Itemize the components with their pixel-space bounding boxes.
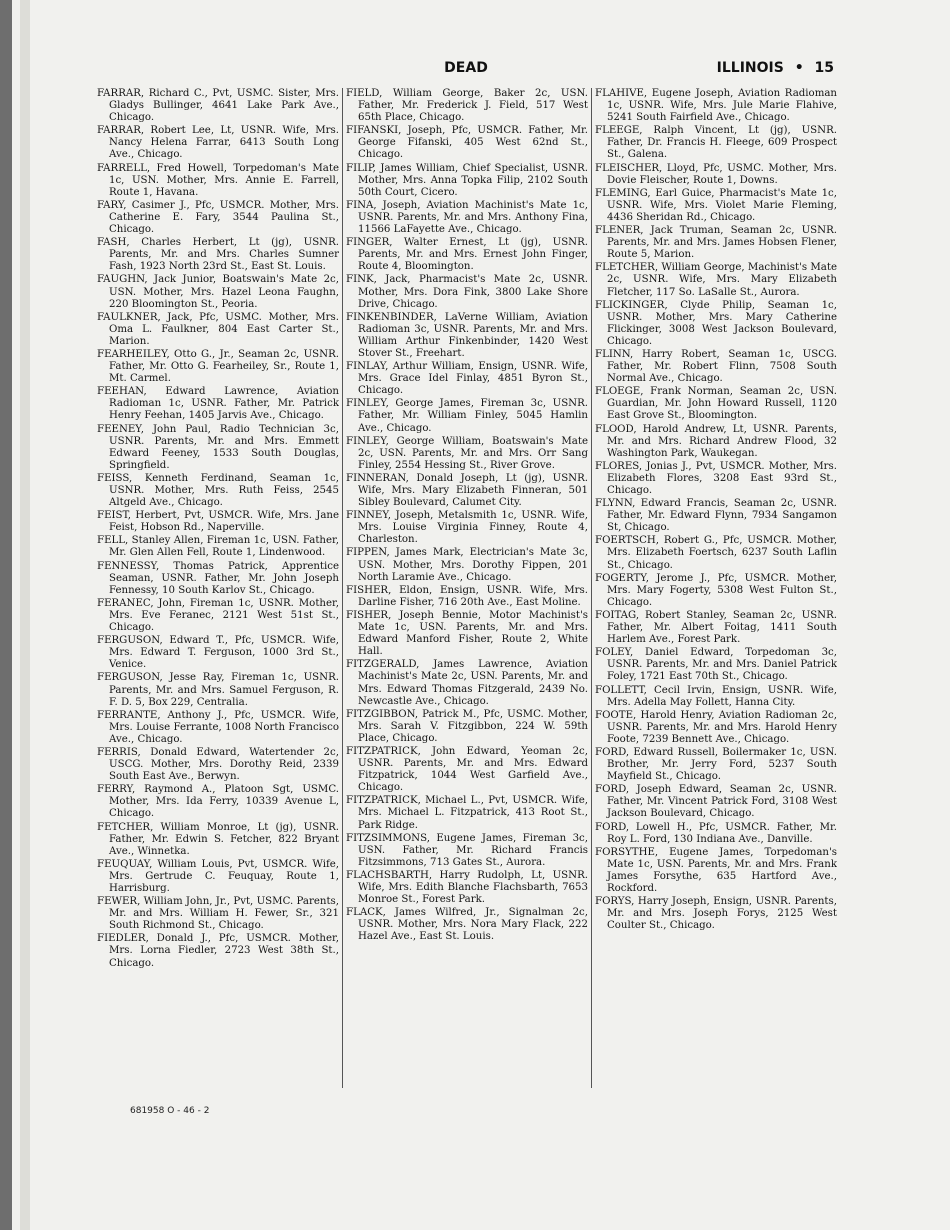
casualty-entry: FITZPATRICK, Michael L., Pvt, USMCR. Wife, Mrs. Michael L. Fitzpatrick, 413 Root St., Park Ridge. xyxy=(346,795,588,831)
casualty-entry: FINK, Jack, Pharmacist's Mate 2c, USNR. Mother, Mrs. Dora Fink, 3800 Lake Shore Drive, Chicago. xyxy=(346,274,588,310)
casualty-entry: FENNESSY, Thomas Patrick, Apprentice Seaman, USNR. Father, Mr. John Joseph Fennessy, 10 South Karlov St., Chicago. xyxy=(97,560,339,596)
casualty-entry: FIFANSKI, Joseph, Pfc, USMCR. Father, Mr. George Fifanski, 405 West 62nd St., Chicago. xyxy=(346,125,588,161)
casualty-entry: FLACK, James Wilfred, Jr., Signalman 2c, USNR. Mother, Mrs. Nora Mary Flack, 222 Hazel Ave., East St. Louis. xyxy=(346,907,588,943)
column-divider xyxy=(342,88,343,1088)
casualty-entry: FISHER, Joseph Bennie, Motor Machinist's Mate 1c, USN. Parents, Mr. and Mrs. Edward Manford Fisher, Route 2, White Hall. xyxy=(346,609,588,658)
casualty-entry: FLINN, Harry Robert, Seaman 1c, USCG. Father, Mr. Robert Flinn, 7508 South Normal Ave., Chicago. xyxy=(595,348,837,385)
casualty-entry: FOGERTY, Jerome J., Pfc, USMCR. Mother, Mrs. Mary Fogerty, 5308 West Fulton St., Chicago. xyxy=(595,572,837,608)
casualty-entry: FITZGERALD, James Lawrence, Aviation Machinist's Mate 2c, USN. Parents, Mr. and Mrs. Edward Thomas Fitzgerald, 2439 No. Newcastle Ave., Chicago. xyxy=(346,659,588,707)
casualty-entry: FOLEY, Daniel Edward, Torpedoman 3c, USNR. Parents, Mr. and Mrs. Daniel Patrick Foley, 1721 East 70th St., Chicago. xyxy=(595,647,837,683)
casualty-entry: FORSYTHE, Eugene James, Torpedoman's Mate 1c, USN. Parents, Mr. and Mrs. Frank James Forsythe, 635 Hartford Ave., Rockford. xyxy=(595,846,837,894)
casualty-entry: FORD, Lowell H., Pfc, USMCR. Father, Mr. Roy L. Ford, 130 Indiana Ave., Danville. xyxy=(595,821,837,845)
page-binding-edge xyxy=(20,0,30,1230)
casualty-entry: FINNEY, Joseph, Metalsmith 1c, USNR. Wife, Mrs. Louise Virginia Finney, Route 4, Charleston. xyxy=(346,510,588,546)
page-header xyxy=(98,60,834,82)
page-title: DEAD xyxy=(444,60,488,76)
column-2 xyxy=(346,88,588,1098)
casualty-entry: FLETCHER, William George, Machinist's Mate 2c, USNR. Wife, Mrs. Mary Elizabeth Fletcher, 117 So. LaSalle St., Aurora. xyxy=(595,262,837,298)
casualty-entry: FAUGHN, Jack Junior, Boatswain's Mate 2c, USN. Mother, Mrs. Hazel Leona Faughn, 220 Bloomington St., Peoria. xyxy=(97,274,339,310)
casualty-entry: FERRANTE, Anthony J., Pfc, USMCR. Wife, Mrs. Louise Ferrante, 1008 North Francisco Ave., Chicago. xyxy=(97,709,339,745)
casualty-entry: FASH, Charles Herbert, Lt (jg), USNR. Parents, Mr. and Mrs. Charles Sumner Fash, 1923 North 23rd St., East St. Louis. xyxy=(97,237,339,273)
casualty-entry: FERANEC, John, Fireman 1c, USNR. Mother, Mrs. Eve Feranec, 2121 West 51st St., Chicago. xyxy=(97,597,339,634)
casualty-entry: FERGUSON, Edward T., Pfc, USMCR. Wife, Mrs. Edward T. Ferguson, 1000 3rd St., Venice. xyxy=(97,635,339,671)
casualty-entry: FLICKINGER, Clyde Philip, Seaman 1c, USNR. Mother, Mrs. Mary Catherine Flickinger, 3008 West Jackson Boulevard, Chicago. xyxy=(595,299,837,347)
casualty-entry: FLEMING, Earl Guice, Pharmacist's Mate 1c, USNR. Wife, Mrs. Violet Marie Fleming, 4436 Sheridan Rd., Chicago. xyxy=(595,187,837,223)
casualty-entry: FINA, Joseph, Aviation Machinist's Mate 1c, USNR. Parents, Mr. and Mrs. Anthony Fina, 11566 LaFayette Ave., Chicago. xyxy=(346,199,588,236)
casualty-entry: FITZSIMMONS, Eugene James, Fireman 3c, USN. Father, Mr. Richard Francis Fitzsimmons, 713 Gates St., Aurora. xyxy=(346,832,588,868)
casualty-entry: FARY, Casimer J., Pfc, USMCR. Mother, Mrs. Catherine E. Fary, 3544 Paulina St., Chicago. xyxy=(97,199,339,236)
casualty-entry: FLEEGE, Ralph Vincent, Lt (jg), USNR. Father, Dr. Francis H. Fleege, 609 Prospect St., Galena. xyxy=(595,125,837,161)
casualty-entry: FOLLETT, Cecil Irvin, Ensign, USNR. Wife, Mrs. Adella May Follett, Hanna City. xyxy=(595,684,837,708)
casualty-entry: FLEISCHER, Lloyd, Pfc, USMC. Mother, Mrs. Dovie Fleischer, Route 1, Downs. xyxy=(595,162,837,186)
casualty-entry: FOERTSCH, Robert G., Pfc, USMCR. Mother, Mrs. Elizabeth Foertsch, 6237 South Laflin St., Chicago. xyxy=(595,535,837,571)
casualty-entry: FEEHAN, Edward Lawrence, Aviation Radioman 1c, USNR. Father, Mr. Patrick Henry Feehan, 1405 Jarvis Ave., Chicago. xyxy=(97,386,339,422)
casualty-entry: FEIST, Herbert, Pvt, USMCR. Wife, Mrs. Jane Feist, Hobson Rd., Naperville. xyxy=(97,510,339,534)
casualty-entry: FEARHEILEY, Otto G., Jr., Seaman 2c, USNR. Father, Mr. Otto G. Fearheiley, Sr., Route 1, Mt. Carmel. xyxy=(97,348,339,385)
casualty-entry: FOITAG, Robert Stanley, Seaman 2c, USNR. Father, Mr. Albert Foitag, 1411 South Harlem Ave., Forest Park. xyxy=(595,609,837,646)
casualty-entry: FINKENBINDER, LaVerne William, Aviation Radioman 3c, USNR. Parents, Mr. and Mrs. William Arthur Finkenbinder, 1420 West Stover St., Freehart. xyxy=(346,311,588,359)
casualty-entry: FERGUSON, Jesse Ray, Fireman 1c, USNR. Parents, Mr. and Mrs. Samuel Ferguson, R. F. D. 5, Box 229, Centralia. xyxy=(97,672,339,708)
casualty-entry: FARRELL, Fred Howell, Torpedoman's Mate 1c, USN. Mother, Mrs. Annie E. Farrell, Route 1, Havana. xyxy=(97,162,339,198)
casualty-entry: FEISS, Kenneth Ferdinand, Seaman 1c, USNR. Mother, Mrs. Ruth Feiss, 2545 Altgeld Ave., Chicago. xyxy=(97,472,339,509)
casualty-entry: FINLEY, George William, Boatswain's Mate 2c, USN. Parents, Mr. and Mrs. Orr Sang Finley, 2554 Hessing St., River Grove. xyxy=(346,435,588,471)
casualty-entry: FEENEY, John Paul, Radio Technician 3c, USNR. Parents, Mr. and Mrs. Emmett Edward Feeney, 1533 South Douglas, Springfield. xyxy=(97,423,339,471)
casualty-entry: FLORES, Jonias J., Pvt, USMCR. Mother, Mrs. Elizabeth Flores, 3208 East 93rd St., Chicago. xyxy=(595,460,837,496)
casualty-entry: FLAHIVE, Eugene Joseph, Aviation Radioman 1c, USNR. Wife, Mrs. Jule Marie Flahive, 5241 South Fairfield Ave., Chicago. xyxy=(595,88,837,124)
casualty-entry: FLACHSBARTH, Harry Rudolph, Lt, USNR. Wife, Mrs. Edith Blanche Flachsbarth, 7653 Monroe St., Forest Park. xyxy=(346,869,588,906)
casualty-entry: FELL, Stanley Allen, Fireman 1c, USN. Father, Mr. Glen Allen Fell, Route 1, Lindenwood. xyxy=(97,535,339,559)
casualty-entry: FERRY, Raymond A., Platoon Sgt, USMC. Mother, Mrs. Ida Ferry, 10339 Avenue L, Chicago. xyxy=(97,784,339,820)
casualty-entry: FIEDLER, Donald J., Pfc, USMCR. Mother, Mrs. Lorna Fiedler, 2723 West 38th St., Chicago. xyxy=(97,933,339,969)
casualty-entry: FORD, Edward Russell, Boilermaker 1c, USN. Brother, Mr. Jerry Ford, 5237 South Mayfield St., Chicago. xyxy=(595,746,837,783)
casualty-entry: FLOOD, Harold Andrew, Lt, USNR. Parents, Mr. and Mrs. Richard Andrew Flood, 32 Washington Park, Waukegan. xyxy=(595,423,837,459)
casualty-entry: FARRAR, Richard C., Pvt, USMC. Sister, Mrs. Gladys Bullinger, 4641 Lake Park Ave., Chicago. xyxy=(97,88,339,124)
casualty-entry: FISHER, Eldon, Ensign, USNR. Wife, Mrs. Darline Fisher, 716 20th Ave., East Moline. xyxy=(346,584,588,608)
casualty-entry: FARRAR, Robert Lee, Lt, USNR. Wife, Mrs. Nancy Helena Farrar, 6413 South Long Ave., Chicago. xyxy=(97,125,339,161)
column-1 xyxy=(97,88,339,1098)
casualty-entry: FEWER, William John, Jr., Pvt, USMC. Parents, Mr. and Mrs. William H. Fewer, Sr., 321 South Richmond St., Chicago. xyxy=(97,896,339,932)
bullet-separator: • xyxy=(794,60,804,76)
casualty-entry: FINLEY, George James, Fireman 3c, USNR. Father, Mr. William Finley, 5045 Hamlin Ave., Chicago. xyxy=(346,398,588,434)
casualty-entry: FERRIS, Donald Edward, Watertender 2c, USCG. Mother, Mrs. Dorothy Reid, 2339 South East Ave., Berwyn. xyxy=(97,746,339,783)
casualty-entry: FOOTE, Harold Henry, Aviation Radioman 2c, USNR. Parents, Mr. and Mrs. Harold Henry Foote, 7239 Bennett Ave., Chicago. xyxy=(595,709,837,745)
casualty-entry: FINLAY, Arthur William, Ensign, USNR. Wife, Mrs. Grace Idel Finlay, 4851 Byron St., Chicago. xyxy=(346,361,588,397)
column-3 xyxy=(595,88,837,1098)
column-divider xyxy=(591,88,592,1088)
casualty-entry: FITZGIBBON, Patrick M., Pfc, USMC. Mother, Mrs. Sarah V. Fitzgibbon, 224 W. 59th Place, Chicago. xyxy=(346,708,588,744)
casualty-entry: FLENER, Jack Truman, Seaman 2c, USNR. Parents, Mr. and Mrs. James Hobsen Flener, Route 5, Marion. xyxy=(595,225,837,261)
casualty-entry: FLYNN, Edward Francis, Seaman 2c, USNR. Father, Mr. Edward Flynn, 7934 Sangamon St, Chicago. xyxy=(595,498,837,534)
casualty-entry: FITZPATRICK, John Edward, Yeoman 2c, USNR. Parents, Mr. and Mrs. Edward Fitzpatrick, 1044 West Garfield Ave., Chicago. xyxy=(346,745,588,794)
casualty-entry: FINNERAN, Donald Joseph, Lt (jg), USNR. Wife, Mrs. Mary Elizabeth Finneran, 501 Sibley Boulevard, Calumet City. xyxy=(346,472,588,509)
state-name: ILLINOIS xyxy=(716,60,784,76)
casualty-entry: FORYS, Harry Joseph, Ensign, USNR. Parents, Mr. and Mrs. Joseph Forys, 2125 West Coulter St., Chicago. xyxy=(595,896,837,932)
page-number: 15 xyxy=(814,60,834,76)
casualty-entry: FLOEGE, Frank Norman, Seaman 2c, USN. Guardian, Mr. John Howard Russell, 1120 East Grove St., Bloomington. xyxy=(595,386,837,422)
casualty-entry: FAULKNER, Jack, Pfc, USMC. Mother, Mrs. Oma L. Faulkner, 804 East Carter St., Marion. xyxy=(97,311,339,347)
header-right xyxy=(717,60,834,76)
casualty-entry: FIPPEN, James Mark, Electrician's Mate 3c, USN. Mother, Mrs. Dorothy Fippen, 201 North Laramie Ave., Chicago. xyxy=(346,547,588,583)
casualty-entry: FIELD, William George, Baker 2c, USN. Father, Mr. Frederick J. Field, 517 West 65th Place, Chicago. xyxy=(346,88,588,124)
print-code: 681958 O - 46 - 2 xyxy=(130,1106,210,1116)
casualty-entry: FEUQUAY, William Louis, Pvt, USMCR. Wife, Mrs. Gertrude C. Feuquay, Route 1, Harrisburg. xyxy=(97,858,339,894)
casualty-entry: FETCHER, William Monroe, Lt (jg), USNR. Father, Mr. Edwin S. Fetcher, 822 Bryant Ave., Winnetka. xyxy=(97,821,339,857)
casualty-entry: FILIP, James William, Chief Specialist, USNR. Mother, Mrs. Anna Topka Filip, 2102 South 50th Court, Cicero. xyxy=(346,162,588,198)
casualty-entry: FINGER, Walter Ernest, Lt (jg), USNR. Parents, Mr. and Mrs. Ernest John Finger, Route 4, Bloomington. xyxy=(346,237,588,273)
casualty-entry: FORD, Joseph Edward, Seaman 2c, USNR. Father, Mr. Vincent Patrick Ford, 3108 West Jackson Boulevard, Chicago. xyxy=(595,784,837,820)
